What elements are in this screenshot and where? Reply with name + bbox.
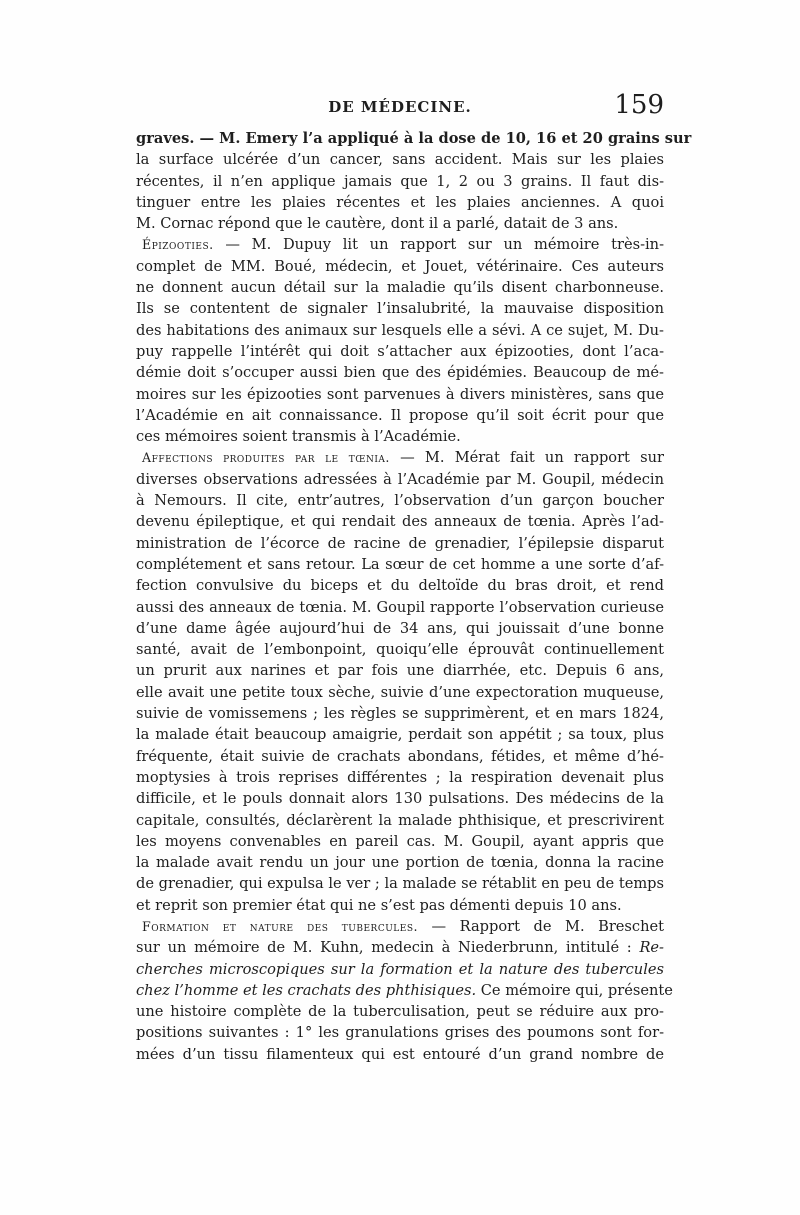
text-line: [136, 746, 664, 767]
text-span: suivie de vomissemens ; les règles se supprimèrent, et en mars 1824,: [136, 705, 664, 723]
text-span: d’une dame âgée aujourd’hui de 34 ans, qui jouissait d’une bonne: [136, 619, 664, 637]
italic-title: chez l’homme et les crachats des phthisiques.: [136, 981, 477, 999]
text-span: tinguer entre les plaies récentes et les plaies anciennes. A quoi: [136, 193, 664, 211]
text-span: santé, avait de l’embonpoint, quoiqu’elle éprouvât continuellement: [136, 641, 664, 659]
text-line: [136, 490, 664, 511]
text-line: [136, 724, 664, 745]
text-span: un prurit aux narines et par fois une diarrhée, etc. Depuis 6 ans,: [136, 662, 664, 680]
text-line: [136, 469, 664, 490]
text-line: [136, 426, 664, 447]
text-line: [136, 1044, 664, 1065]
text-span: fection convulsive du biceps et du deltoïde du bras droit, et rend: [136, 577, 664, 595]
text-line: [136, 788, 664, 809]
text-line: [136, 895, 664, 916]
text-span: — Rapport de M. Breschet: [418, 917, 664, 935]
text-line: [136, 980, 673, 1001]
text-span: les moyens convenables en pareil cas. M. Goupil, ayant appris que: [136, 832, 664, 850]
text-line: [136, 831, 664, 852]
text-span: Ce mémoire qui, présente: [476, 981, 673, 999]
text-line: [136, 937, 664, 958]
text-span: devenu épileptique, et qui rendait des anneaux de tœnia. Après l’ad-: [136, 513, 664, 531]
text-span: M. Cornac répond que le cautère, dont il a parlé, datait de 3 ans.: [136, 215, 619, 233]
text-line: [136, 767, 664, 788]
text-span: moptysies à trois reprises différentes ; la respiration devenait plus: [136, 768, 664, 786]
text-span: des habitations des animaux sur lesquels elle a sévi. A ce sujet, M. Du-: [136, 321, 664, 339]
text-line: [136, 660, 664, 681]
text-line: [136, 171, 664, 192]
text-span: récentes, il n’en applique jamais que 1, 2 ou 3 grains. Il faut dis-: [136, 172, 664, 190]
section-heading: Affections produites par le tœnia.: [142, 450, 390, 466]
text-line: [136, 682, 664, 703]
text-line: [136, 618, 664, 639]
text-span: diverses observations adressées à l’Académie par M. Goupil, médecin: [136, 470, 664, 488]
text-line: [136, 575, 664, 596]
text-span: aussi des anneaux de tœnia. M. Goupil rapporte l’observation curieuse: [136, 598, 664, 616]
text-span: elle avait une petite toux sèche, suivie d’une expectoration muqueuse,: [136, 683, 664, 701]
text-span: difficile, et le pouls donnait alors 130 pulsations. Des médecins de la: [136, 790, 664, 808]
text-span: la surface ulcérée d’un cancer, sans accident. Mais sur les plaies: [136, 151, 664, 169]
text-span: complétement et sans retour. La sœur de cet homme a une sorte d’af-: [136, 555, 664, 573]
text-line: [136, 639, 664, 660]
text-span: ne donnent aucun détail sur la maladie qu’ils disent charbonneuse.: [136, 279, 664, 297]
text-line: [136, 554, 664, 575]
text-span: capitale, consultés, déclarèrent la malade phthisique, et prescrivirent: [136, 811, 664, 829]
text-span: complet de MM. Boué, médecin, et Jouet, vétérinaire. Ces auteurs: [136, 257, 664, 275]
page-header: [136, 92, 664, 122]
text-span: à Nemours. Il cite, entr’autres, l’observation d’un garçon boucher: [136, 492, 664, 510]
text-span: sur un mémoire de M. Kuhn, medecin à Niederbrunn, intitulé :: [136, 939, 640, 957]
italic-title: cherches microscopiques sur la formation et la nature des tubercules: [136, 960, 664, 978]
text-span: positions suivantes : 1° les granulations grises des poumons sont for-: [136, 1024, 664, 1042]
text-line: [136, 447, 664, 468]
text-span: — M. Dupuy lit un rapport sur un mémoire très-in-: [213, 236, 664, 254]
text-span: mées d’un tissu filamenteux qui est entouré d’un grand nombre de: [136, 1045, 664, 1063]
text-line: [136, 873, 664, 894]
text-span: moires sur les épizooties sont parvenues à divers ministères, sans que: [136, 385, 664, 403]
text-line: [136, 256, 664, 277]
text-line: [136, 511, 664, 532]
text-line: [136, 128, 692, 149]
text-span: ces mémoires soient transmis à l’Académie.: [136, 428, 461, 446]
text-span: la malade avait rendu un jour une portion de tœnia, donna la racine: [136, 854, 664, 872]
text-span: et reprit son premier état qui ne s’est pas démenti depuis 10 ans.: [136, 896, 622, 914]
text-span: l’Académie en ait connaissance. Il propose qu’il soit écrit pour que: [136, 406, 664, 424]
body-text: [136, 128, 692, 1065]
text-line: [136, 149, 664, 170]
running-head: DE MÉDECINE.: [328, 98, 472, 116]
text-span: démie doit s’occuper aussi bien que des épidémies. Beaucoup de mé-: [136, 364, 664, 382]
text-line: [136, 320, 664, 341]
text-line: [136, 298, 664, 319]
text-span: Ils se contentent de signaler l’insalubrité, la mauvaise disposition: [136, 300, 664, 318]
text-line: [136, 1001, 664, 1022]
text-line: [136, 384, 664, 405]
text-span: une histoire complète de la tuberculisation, peut se réduire aux pro-: [136, 1003, 664, 1021]
text-span: fréquente, était suivie de crachats abondans, fétides, et même d’hé-: [136, 747, 664, 765]
text-line: [136, 213, 664, 234]
text-span: ministration de l’écorce de racine de grenadier, l’épilepsie disparut: [136, 534, 664, 552]
text-line: [136, 362, 664, 383]
text-line: [136, 234, 664, 255]
text-span: graves. — M. Emery l’a appliqué à la dose de 10, 16 et 20 grains sur: [136, 130, 692, 147]
text-line: [136, 192, 664, 213]
text-line: [136, 916, 664, 937]
section-heading: Épizooties.: [142, 237, 214, 253]
text-span: de grenadier, qui expulsa le ver ; la malade se rétablit en peu de temps: [136, 875, 664, 893]
text-line: [136, 1022, 664, 1043]
text-span: puy rappelle l’intérêt qui doit s’attacher aux épizooties, dont l’aca-: [136, 342, 664, 360]
text-line: [136, 810, 664, 831]
text-line: [136, 959, 664, 980]
text-span: la malade était beaucoup amaigrie, perdait son appétit ; sa toux, plus: [136, 726, 664, 744]
text-line: [136, 703, 664, 724]
text-line: [136, 533, 664, 554]
text-line: [136, 277, 664, 298]
text-line: [136, 405, 664, 426]
text-line: [136, 341, 664, 362]
page-number: 159: [614, 90, 664, 120]
italic-title: Re-: [639, 939, 664, 957]
text-line: [136, 597, 664, 618]
text-span: — M. Mérat fait un rapport sur: [389, 449, 665, 467]
text-line: [136, 852, 664, 873]
section-heading: Formation et nature des tubercules.: [142, 918, 419, 934]
